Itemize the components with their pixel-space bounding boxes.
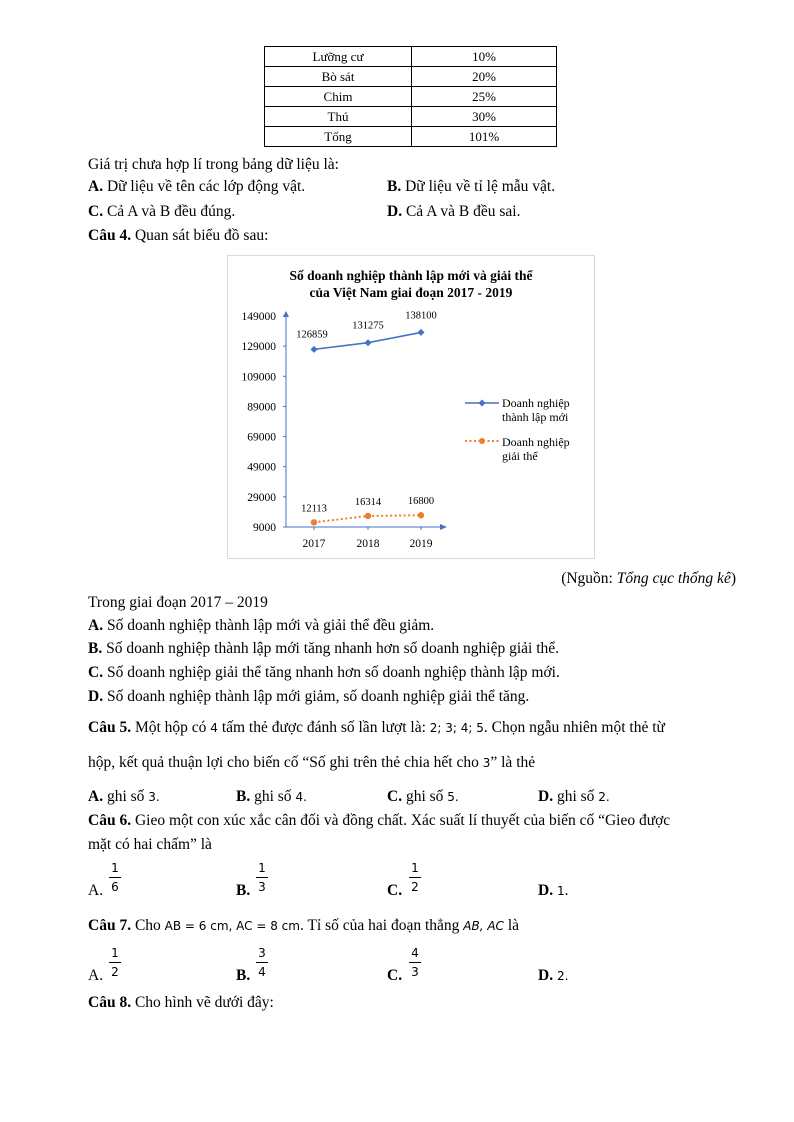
y-tick-label: 9000 <box>253 522 276 534</box>
q6-option-a-fraction: 1 6 <box>108 860 122 895</box>
q7-option-a-label: A. <box>88 967 104 984</box>
legend-marker-1 <box>479 400 486 407</box>
y-tick-label: 29000 <box>247 491 276 504</box>
table-cell-class: Chim <box>265 87 412 107</box>
q4-option-d: D. Số doanh nghiệp thành lập mới giảm, số doanh nghiệp giải thể tăng. <box>88 688 530 705</box>
legend-label-1: Doanh nghiệp <box>502 396 570 410</box>
q3-option-a: A. Dữ liệu về tên các lớp động vật. <box>88 178 306 195</box>
table-cell-class: Tổng <box>265 127 412 147</box>
y-tick-label: 49000 <box>247 461 276 474</box>
q5-option-d: D. ghi số 2. <box>538 788 610 805</box>
chart-source: (Nguồn: Tổng cục thống kê) <box>561 570 736 587</box>
q7-option-c-fraction: 4 3 <box>408 945 422 980</box>
q7-option-d: D. 2. <box>538 967 569 984</box>
data-label: 131275 <box>352 320 384 332</box>
q4-heading: Câu 4. Quan sát biểu đồ sau: <box>88 227 269 244</box>
data-label: 16314 <box>354 496 382 508</box>
q6-line1: Câu 6. Gieo một con xúc xắc cân đối và đồng chất. Xác suất lí thuyết của biến cố “Gieo được <box>88 812 671 829</box>
legend-label-2b: giải thể <box>502 449 538 463</box>
data-point <box>418 512 424 518</box>
q7-option-a-fraction: 1 2 <box>108 945 122 980</box>
table-row <box>265 127 557 147</box>
y-tick-label: 149000 <box>241 311 276 323</box>
q6-option-b-fraction: 1 3 <box>255 860 269 895</box>
q5-option-c: C. ghi số 5. <box>387 788 459 805</box>
table-cell-class: Lưỡng cư <box>265 47 412 67</box>
y-tick-label: 129000 <box>241 341 276 354</box>
table-cell-percent: 101% <box>412 127 557 147</box>
q4-option-b: B. Số doanh nghiệp thành lập mới tăng nhanh hơn số doanh nghiệp giải thể. <box>88 640 559 657</box>
q6-option-b-label: B. <box>236 882 251 899</box>
y-tick-label: 109000 <box>241 371 276 384</box>
q5-option-a: A. ghi số 3. <box>88 788 160 805</box>
q6-option-c-fraction: 1 2 <box>408 860 422 895</box>
q7-option-b-fraction: 3 4 <box>255 945 269 980</box>
data-label: 138100 <box>405 310 437 322</box>
data-label: 12113 <box>301 503 327 515</box>
table-cell-class: Thú <box>265 107 412 127</box>
table-row <box>265 87 557 107</box>
q3-option-c: C. Cả A và B đều đúng. <box>88 203 236 220</box>
table-cell-percent: 25% <box>412 87 557 107</box>
q5-option-b: B. ghi số 4. <box>236 788 307 805</box>
q3-option-d: D. Cả A và B đều sai. <box>387 203 521 220</box>
data-point <box>311 346 318 353</box>
chart-title: Số doanh nghiệp thành lập mới và giải thể <box>289 268 533 283</box>
data-point <box>365 513 371 519</box>
data-point <box>418 329 425 336</box>
legend-marker-2 <box>479 438 485 444</box>
legend-label-2: Doanh nghiệp <box>502 435 570 449</box>
table-cell-percent: 30% <box>412 107 557 127</box>
q7-line1: Câu 7. Cho AB = 6 cm, AC = 8 cm. Tỉ số của hai đoạn thẳng AB, AC là <box>88 917 519 934</box>
business-line-chart <box>227 255 595 559</box>
table-cell-percent: 10% <box>412 47 557 67</box>
y-tick-label: 89000 <box>247 401 276 414</box>
animal-ratio-table <box>264 46 557 147</box>
q8-heading: Câu 8. Cho hình vẽ dưới đây: <box>88 994 274 1011</box>
q5-line2: hộp, kết quả thuận lợi cho biến cố “Số ghi trên thẻ chia hết cho 3” là thẻ <box>88 754 536 771</box>
q6-option-d: D. 1. <box>538 882 569 899</box>
y-tick-label: 69000 <box>247 431 276 444</box>
table-row <box>265 107 557 127</box>
table-cell-class: Bò sát <box>265 67 412 87</box>
x-tick-label: 2017 <box>302 538 326 550</box>
q6-option-c-label: C. <box>387 882 403 899</box>
x-axis-arrow <box>440 524 447 530</box>
x-tick-label: 2018 <box>356 538 380 550</box>
q6-option-a-label: A. <box>88 882 104 899</box>
chart-subtitle: của Việt Nam giai đoạn 2017 - 2019 <box>309 285 513 300</box>
q4-lead: Trong giai đoạn 2017 – 2019 <box>88 594 268 611</box>
table-row <box>265 67 557 87</box>
table-row <box>265 47 557 67</box>
q3-prompt: Giá trị chưa hợp lí trong bảng dữ liệu là: <box>88 156 339 173</box>
q5-line1: Câu 5. Một hộp có 4 tấm thẻ được đánh số lần lượt là: 2; 3; 4; 5. Chọn ngẫu nhiên một thẻ từ <box>88 719 665 736</box>
q3-option-b: B. Dữ liệu về tỉ lệ mẫu vật. <box>387 178 556 195</box>
legend-label-1b: thành lập mới <box>502 410 569 424</box>
data-point <box>365 339 372 346</box>
x-tick-label: 2019 <box>409 538 433 550</box>
chart-svg <box>228 256 594 558</box>
q4-option-c: C. Số doanh nghiệp giải thể tăng nhanh hơn số doanh nghiệp thành lập mới. <box>88 664 560 681</box>
data-label: 16800 <box>407 496 435 508</box>
q6-line2: mặt có hai chấm” là <box>88 836 212 853</box>
q7-option-b-label: B. <box>236 967 251 984</box>
table-cell-percent: 20% <box>412 67 557 87</box>
data-point <box>311 519 317 525</box>
q4-option-a: A. Số doanh nghiệp thành lập mới và giải thể đều giảm. <box>88 617 435 634</box>
data-label: 126859 <box>296 329 328 341</box>
q7-option-c-label: C. <box>387 967 403 984</box>
